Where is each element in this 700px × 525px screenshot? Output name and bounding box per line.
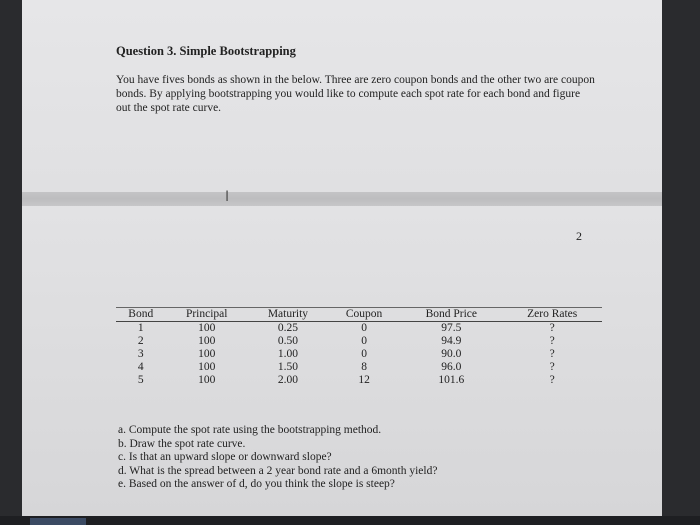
question-a: a. Compute the spot rate using the bootstrapping method.: [118, 424, 382, 436]
question-intro: You have fives bonds as shown in the below. Three are zero coupon bonds and the other two are coupon bonds. By applying bootstrapping you would like to compute each spot rate for each bond and figure out the spot rate curve.: [116, 74, 595, 114]
cell-principal: 100: [198, 348, 216, 360]
page-number: 2: [576, 229, 582, 243]
cell-bond: 1: [137, 322, 144, 334]
screen-bezel-bottom: [0, 516, 700, 525]
cell-bond-price: 94.9: [441, 335, 462, 347]
cell-coupon: 0: [361, 322, 367, 334]
question-d: d. What is the spread between a 2 year bond rate and a 6month yield?: [118, 464, 438, 477]
cell-coupon: 0: [361, 335, 367, 347]
question-c: c. Is that an upward slope or downward slope?: [118, 451, 332, 463]
cell-zero-rate: ?: [549, 361, 555, 373]
cell-bond: 2: [137, 335, 144, 347]
bond-table: [116, 307, 602, 387]
cell-maturity: 0.25: [277, 322, 298, 334]
question-b: b. Draw the spot rate curve.: [118, 437, 246, 450]
cell-coupon: 12: [358, 374, 370, 386]
cell-bond-price: 96.0: [441, 361, 462, 373]
cell-principal: 100: [198, 322, 216, 334]
question-e: e. Based on the answer of d, do you think the slope is steep?: [118, 478, 395, 490]
table-header-row: [116, 308, 602, 322]
table-row: [116, 361, 602, 374]
header-maturity: Maturity: [248, 308, 328, 322]
cell-coupon: 8: [361, 361, 367, 373]
cell-zero-rate: ?: [549, 335, 555, 347]
table-row: [116, 348, 602, 361]
header-zero-rates: Zero Rates: [502, 308, 602, 322]
header-principal: Principal: [165, 308, 247, 322]
cell-principal: 100: [198, 361, 216, 373]
cell-bond-price: 90.0: [441, 348, 462, 360]
cell-principal: 100: [198, 374, 216, 386]
cell-zero-rate: ?: [549, 322, 555, 334]
cell-bond-price: 101.6: [438, 374, 465, 386]
header-coupon: Coupon: [328, 308, 400, 322]
document-screen: [22, 0, 662, 520]
question-list: [118, 424, 437, 492]
cell-maturity: 2.00: [277, 374, 298, 386]
table-row: [116, 335, 602, 348]
cell-zero-rate: ?: [549, 348, 555, 360]
page-1-bottom: [22, 0, 662, 192]
text-cursor-icon: I: [225, 189, 230, 205]
page-break: [22, 192, 662, 206]
cell-maturity: 1.00: [277, 348, 298, 360]
cell-coupon: 0: [361, 348, 367, 360]
table-row: [116, 374, 602, 387]
cell-zero-rate: ?: [549, 374, 555, 386]
cell-bond-price: 97.5: [441, 322, 462, 334]
header-bond-price: Bond Price: [400, 308, 502, 322]
cell-bond: 5: [137, 374, 144, 386]
taskbar-item: [30, 518, 86, 525]
table-row: [116, 322, 602, 336]
cell-bond: 3: [137, 348, 144, 360]
header-bond: Bond: [116, 308, 165, 322]
question-title: Question 3. Simple Bootstrapping: [116, 44, 296, 58]
cell-maturity: 1.50: [277, 361, 298, 373]
cell-maturity: 0.50: [277, 335, 298, 347]
cell-bond: 4: [137, 361, 144, 373]
cell-principal: 100: [198, 335, 216, 347]
